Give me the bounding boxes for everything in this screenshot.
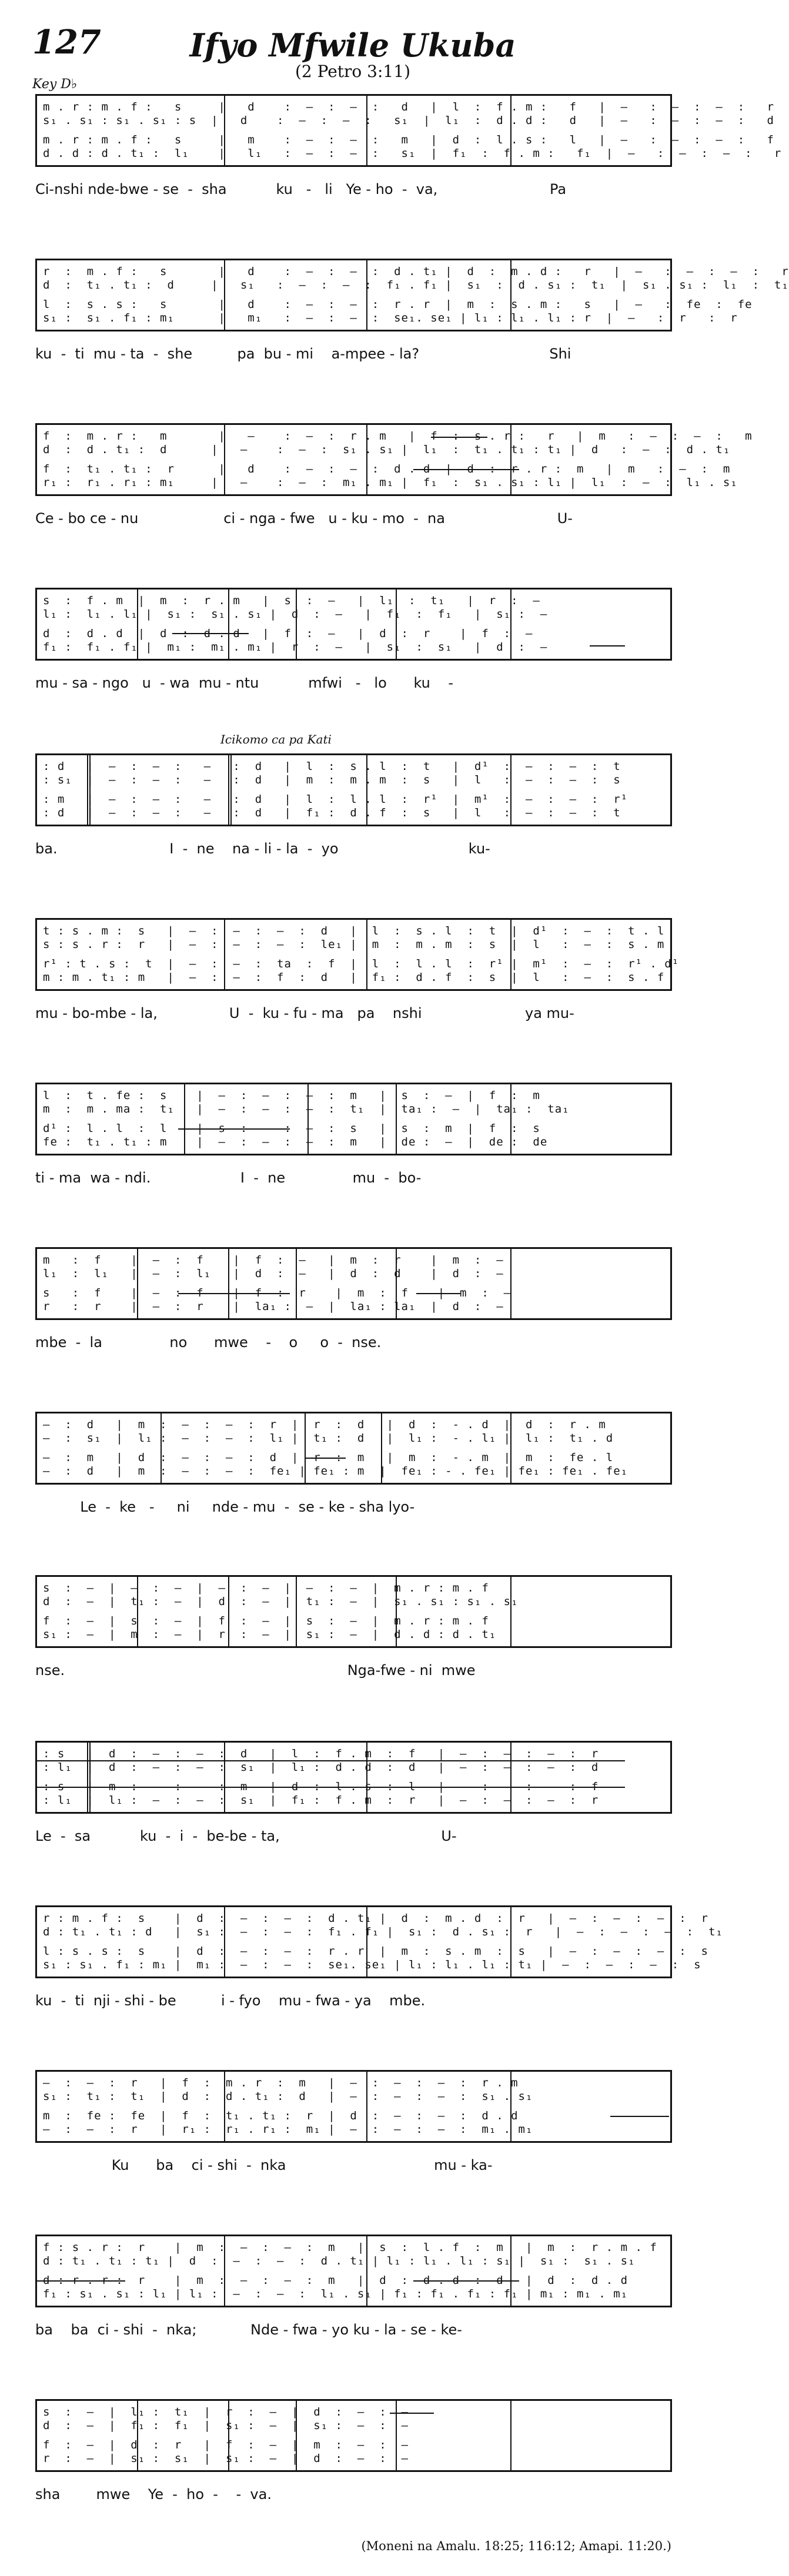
note-row-tenor: d : r . r : r | m : — : — : m | d : d . d : d | d : d . d (43, 2274, 628, 2287)
note-row-alto: l₁ : l₁ | — : l₁ | d : — | d : d | d : — (43, 1267, 504, 1280)
music-system (35, 1247, 672, 1351)
note-row-tenor: r¹ : t . s : t | — : — : ta : f | l : l . l : r¹ | m¹ : — : r¹ . d¹ (43, 957, 680, 970)
note-row-tenor: f : t₁ . t₁ : r | d : — : — : d . d | d : r . r : m | m : — : m (43, 463, 731, 475)
solfa-staff (35, 1412, 672, 1485)
note-row-bass: s₁ : — | m : — | r : — | s₁ : — | d . d : d . t₁ (43, 1628, 497, 1641)
note-row-tenor: f : — | d : r | f : — | m : — : — (43, 2438, 409, 2451)
note-row-bass: r : — | s₁ : s₁ | s₁ : — | d : — : — (43, 2452, 409, 2465)
note-row-soprano: m . r : m . f : s | d : — : — : d | l : f . m : f | — : — : — : r (43, 101, 774, 113)
note-row-tenor: l : s . s : s | d : — : — : r . r | m : s . m : s | — : fe : fe (43, 298, 753, 311)
lyrics-line: ba. I - ne na - li - la - yo ku- (35, 840, 490, 857)
music-system (35, 1741, 672, 1844)
note-row-soprano: — : d | m : — : — : r | r : d | d : - . d | d : r . m (43, 1418, 606, 1431)
note-row-bass: s₁ : s₁ . f₁ : m₁ | m₁ : — : — : se₁. se₁ | l₁ : l₁ . l₁ : t₁ | — : — : — : s (43, 1958, 701, 1971)
note-row-tenor: l : s . s : s | d : — : — : r . r | m : s . m : s | — : — : — : s (43, 1945, 708, 1958)
solfa-staff (35, 588, 672, 661)
note-row-alto: s₁ . s₁ : s₁ . s₁ : s | d : — : — : s₁ | l₁ : d . d : d | — : — : — : d (43, 114, 774, 127)
key-signature: Key D♭ (32, 77, 78, 92)
solfa-staff (35, 1083, 672, 1155)
solfa-staff (35, 2235, 672, 2307)
note-row-bass: f₁ : f₁ . f₁ | m₁ : m₁ . m₁ | r : — | s₁ : s₁ | d : — (43, 641, 548, 654)
music-system (35, 1412, 672, 1515)
lyrics-line: mbe - la no mwe - o o - nse. (35, 1334, 382, 1351)
music-system (35, 588, 672, 691)
note-row-bass: r₁ : r₁ . r₁ : m₁ | — : — : m₁ . m₁ | f₁ : s₁ . s₁ : l₁ | l₁ : — : l₁ . s₁ (43, 476, 738, 489)
lyrics-line: mu - sa - ngo u - wa mu - ntu mfwi - lo ku - (35, 675, 454, 691)
music-system (35, 423, 753, 527)
solfa-staff (35, 1247, 672, 1320)
note-row-soprano: r : m . f : s | d : — : — : d . t₁ | d : m . d : r | — : — : — : r (43, 1912, 708, 1925)
note-row-tenor: : s | m : — : — : m | d : l . s : l | — : — : — : f (43, 1780, 599, 1793)
lyrics-line: ku - ti mu - ta - she pa bu - mi a-mpee - la? Shi (35, 346, 571, 362)
music-system (35, 259, 789, 362)
note-row-tenor: m . r : m . f : s | m : — : — : m | d : l . s : l | — : — : — : f (43, 133, 774, 146)
note-row-soprano: — : — : r | f : m . r : m | — : — : — : r . m (43, 2076, 519, 2089)
note-row-soprano: s : f . m | m : r . m | s : — | l₁ : t₁ | r : — (43, 594, 540, 607)
note-row-tenor: : m | — : — : — : d | l : l . l : r¹ | m¹ : — : — : r¹ (43, 793, 628, 806)
lyrics-line: ku - ti nji - shi - be i - fyo mu - fwa - ya mbe. (35, 1992, 426, 2009)
lyrics-line: Le - ke - ni nde - mu - se - ke - sha lyo- (35, 1499, 415, 1515)
solfa-staff (35, 2070, 672, 2143)
solfa-staff (35, 94, 782, 167)
note-row-alto: d : — | t₁ : — | d : — | t₁ : — | s₁ . s₁ : s₁ . s₁ (43, 1595, 519, 1608)
hymn-number: 127 (32, 23, 101, 62)
note-row-alto: — : s₁ | l₁ : — : — : l₁ | t₁ : d | l₁ : - . l₁ | l₁ : t₁ . d (43, 1432, 614, 1445)
note-row-tenor: d¹ : l . l : l | s : — : — : s | s : m | f : s (43, 1122, 540, 1135)
music-system (35, 918, 680, 1021)
lyrics-line: Ci-nshi nde-bwe - se - sha ku - li Ye - ho - va, Pa (35, 181, 567, 197)
note-row-soprano: f : s . r : r | m : — : — : m | s : l . f : m | m : r . m . f (43, 2241, 657, 2254)
note-row-bass: fe : t₁ . t₁ : m | — : — : — : m | de : — | de : de (43, 1135, 548, 1148)
music-system (35, 2399, 672, 2503)
hymn-header (0, 0, 706, 92)
lyrics-line: sha mwe Ye - ho - - va. (35, 2486, 272, 2503)
music-system (35, 2235, 672, 2338)
note-row-alto: d : t₁ . t₁ : d | s₁ : — : — : f₁ . f₁ | s₁ : d . s₁ : t₁ | s₁ . s₁ : l₁ : t₁ (43, 279, 789, 292)
lyrics-line: Ce - bo ce - nu ci - nga - fwe u - ku - mo - na U- (35, 510, 573, 527)
lyrics-line: Le - sa ku - i - be-be - ta, U- (35, 1828, 457, 1844)
lyrics-line: Ku ba ci - shi - nka mu - ka- (35, 2157, 493, 2173)
note-row-bass: : l₁ | l₁ : — : — : s₁ | f₁ : f . m : r | — : — : — : r (43, 1794, 599, 1807)
music-system (35, 1905, 723, 2009)
note-row-soprano: s : — | — : — | — : — | — : — | m . r : m . f (43, 1582, 489, 1594)
hymn-title: Ifyo Mfwile Ukuba (189, 26, 516, 64)
solfa-staff (35, 1575, 672, 1648)
note-row-alto: : l₁ | d : — : — : s₁ | l₁ : d . d : d | — : — : — : d (43, 1761, 599, 1774)
note-row-soprano: : s | d : — : — : d | l : f . m : f | — : — : — : r (43, 1747, 599, 1760)
note-row-tenor: m : fe : fe | f : t₁ . t₁ : r | d : — : — : d . d (43, 2109, 519, 2122)
solfa-staff (35, 753, 672, 826)
note-row-bass: — : — : r | r₁ : r₁ . r₁ : m₁ | — : — : — : m₁ . m₁ (43, 2123, 533, 2136)
note-row-alto: l₁ : l₁ . l₁ | s₁ : s₁ . s₁ | d : — | f₁ : f₁ | s₁ : — (43, 608, 548, 621)
note-row-soprano: s : — | l₁ : t₁ | r : — | d : — : — (43, 2406, 409, 2418)
music-system (35, 2070, 672, 2173)
lyrics-line: mu - bo-mbe - la, U - ku - fu - ma pa nshi ya mu- (35, 1005, 574, 1021)
music-system (35, 1083, 672, 1186)
solfa-staff (35, 423, 753, 496)
note-row-soprano: : d | — : — : — : d | l : s . l : t | d¹ : — : — : t (43, 760, 621, 773)
note-row-soprano: t : s . m : s | — : — : — : d | l : s . l : t | d¹ : — : t . l (43, 924, 665, 937)
note-row-tenor: s : f | — : f | f : r | m : f | m : — (43, 1287, 511, 1299)
note-row-soprano: l : t . fe : s | — : — : — : m | s : — | f : m (43, 1089, 540, 1102)
note-row-bass: d . d : d . t₁ : l₁ | l₁ : — : — : s₁ | f₁ : f . m : f₁ | — : — : — : r (43, 147, 782, 160)
note-row-alto: d : d . t₁ : d | — : — : s₁ . s₁ | l₁ : t₁ . t₁ : t₁ | d : — : d . t₁ (43, 443, 731, 456)
section-label: Icikomo ca pa Kati (220, 732, 332, 746)
note-row-bass: : d | — : — : — : d | f₁ : d . f : s | l : — : — : t (43, 806, 621, 819)
lyrics-line: ti - ma wa - ndi. I - ne mu - bo- (35, 1170, 422, 1186)
note-row-bass: — : d | m : — : — : fe₁ | fe₁ : m | fe₁ : - . fe₁ | fe₁ : fe₁ . fe₁ (43, 1465, 628, 1478)
solfa-staff (35, 918, 680, 991)
note-row-bass: m : m . t₁ : m | — : — : f : d | f₁ : d . f : s | l : — : s . f (43, 971, 665, 984)
music-system (35, 1575, 672, 1679)
footer-references: (Moneni na Amalu. 18:25; 116:12; Amapi. 11:20.) (361, 2539, 671, 2553)
solfa-staff (35, 1741, 672, 1814)
note-row-tenor: d : d . d | d : d . d | f : — | d : r | f : — (43, 627, 533, 640)
note-row-soprano: m : f | — : f | f : — | m : r | m : — (43, 1254, 504, 1267)
note-row-tenor: f : — | s : — | f : — | s : — | m . r : m . f (43, 1614, 489, 1627)
note-row-alto: m : m . ma : t₁ | — : — : — : t₁ | ta₁ : — | ta₁ : ta₁ (43, 1103, 570, 1116)
note-row-bass: r : r | — : r | la₁ : — | la₁ : la₁ | d : — (43, 1300, 504, 1313)
note-row-alto: s : s . r : r | — : — : — : le₁ | m : m . m : s | l : — : s . m (43, 938, 665, 951)
note-row-bass: f₁ : s₁ . s₁ : l₁ | l₁ : — : — : l₁ . s₁ | f₁ : f₁ . f₁ : f₁ | m₁ : m₁ . m₁ (43, 2287, 628, 2300)
note-row-alto: d : t₁ . t₁ : d | s₁ : — : — : f₁ . f₁ | s₁ : d . s₁ : r | — : — : — : t₁ (43, 1925, 723, 1938)
scripture-reference: (2 Petro 3:11) (295, 62, 410, 81)
note-row-soprano: r : m . f : s | d : — : — : d . t₁ | d : m . d : r | — : — : — : r (43, 265, 789, 278)
solfa-staff (35, 1905, 723, 1978)
lyrics-line: ba ba ci - shi - nka; Nde - fwa - yo ku - la - se - ke- (35, 2322, 462, 2338)
note-row-soprano: f : m . r : m | — : — : r . m | f : s . r : r | m : — : — : m (43, 430, 753, 443)
solfa-staff (35, 259, 789, 331)
music-system (35, 732, 672, 857)
note-row-bass: s₁ : s₁ . f₁ : m₁ | m₁ : — : — : se₁. se₁ | l₁ : l₁ . l₁ : r | — : r : r (43, 311, 738, 324)
note-row-alto: d : — | f₁ : f₁ | s₁ : — | s₁ : — : — (43, 2419, 409, 2432)
solfa-staff (35, 2399, 672, 2472)
note-row-alto: s₁ : t₁ : t₁ | d : d . t₁ : d | — : — : — : s₁ . s₁ (43, 2090, 533, 2103)
note-row-tenor: — : m | d : — : — : d | r : m | m : - . m | m : fe . l (43, 1451, 614, 1464)
note-row-alto: d : t₁ . t₁ : t₁ | d : — : — : d . t₁ | l₁ : l₁ . l₁ : s₁ | s₁ : s₁ . s₁ (43, 2255, 636, 2267)
lyrics-line: nse. Nga-fwe - ni mwe (35, 1662, 476, 1679)
note-row-alto: : s₁ | — : — : — : d | m : m . m : s | l : — : — : s (43, 773, 621, 786)
music-system (35, 94, 782, 197)
